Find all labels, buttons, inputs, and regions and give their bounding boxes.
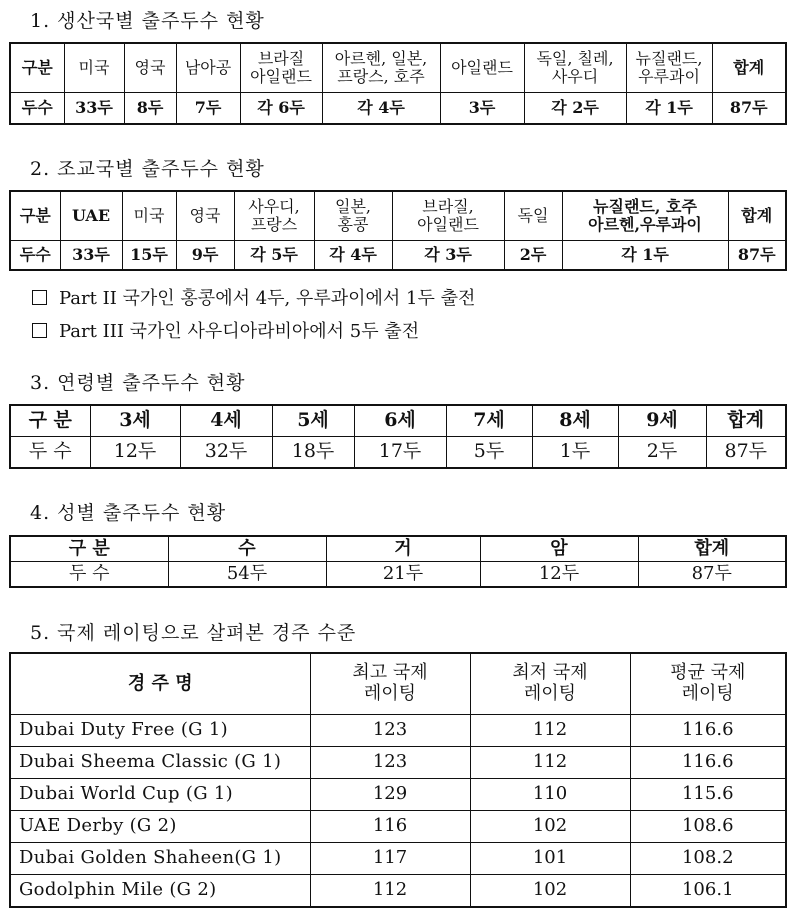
sex-table [9,535,787,588]
age-table [9,404,787,469]
note-part-three [32,317,419,343]
header-cell: 구분 [10,43,64,93]
value-cell: 116.6 [630,715,786,747]
table-header-row [10,405,786,437]
header-cell: 7세 [446,405,532,437]
header-cell: 사우디, 프랑스 [234,191,314,241]
header-cell: 합계 [728,191,786,241]
value-cell: 116 [310,811,470,843]
table-row [10,875,786,908]
race-name: Dubai Duty Free (G 1) [10,715,310,747]
header-cell: 뉴질랜드, 우루과이 [626,43,712,93]
total-cell: 87두 [706,437,786,469]
note-text: Part III 국가인 사우디아라비아에서 5두 출전 [59,321,420,342]
table-row [10,93,786,125]
value-cell: 각 6두 [240,93,322,125]
table-header-row [10,191,786,241]
header-cell: 아르헨, 일본, 프랑스, 호주 [322,43,440,93]
total-cell: 87두 [728,241,786,271]
header-cell: 구 분 [10,536,168,562]
header-cell: 경 주 명 [10,653,310,715]
header-cell: 최고 국제 레이팅 [310,653,470,715]
race-name: Godolphin Mile (G 2) [10,875,310,908]
row-label: 두수 [10,241,60,271]
header-cell: 영국 [124,43,176,93]
total-cell: 87두 [712,93,786,125]
header-cell: 뉴질랜드, 호주 아르헨,우루과이 [562,191,728,241]
table-row [10,715,786,747]
production-country-table [9,42,787,125]
header-cell: 브라질, 아일랜드 [392,191,504,241]
value-cell: 33두 [64,93,124,125]
value-cell: 각 1두 [562,241,728,271]
header-cell: 독일, 칠레, 사우디 [524,43,626,93]
table-header-row [10,43,786,93]
header-cell: 8세 [532,405,618,437]
checkbox-square-icon [32,323,47,338]
value-cell: 112 [310,875,470,908]
table-row [10,437,786,469]
value-cell: 129 [310,779,470,811]
value-cell: 102 [470,875,630,908]
value-cell: 각 4두 [322,93,440,125]
section-4-title: 4. 성별 출주두수 현황 [30,502,227,524]
value-cell: 116.6 [630,747,786,779]
table-row [10,562,786,588]
value-cell: 9두 [176,241,234,271]
header-cell: 거 [326,536,480,562]
value-cell: 각 2두 [524,93,626,125]
header-cell: 합계 [638,536,786,562]
header-cell: 평균 국제 레이팅 [630,653,786,715]
value-cell: 15두 [122,241,176,271]
value-cell: 123 [310,715,470,747]
header-cell: 미국 [122,191,176,241]
header-cell: 4세 [180,405,272,437]
value-cell: 112 [470,715,630,747]
note-part-two [32,284,475,310]
table-row [10,779,786,811]
value-cell: 115.6 [630,779,786,811]
header-cell: 9세 [618,405,706,437]
value-cell: 각 1두 [626,93,712,125]
row-label: 두 수 [10,437,90,469]
header-cell: 구분 [10,191,60,241]
header-cell: 3세 [90,405,180,437]
section-5-title: 5. 국제 레이팅으로 살펴본 경주 수준 [30,622,357,644]
value-cell: 1두 [532,437,618,469]
row-label: 두수 [10,93,64,125]
race-name: UAE Derby (G 2) [10,811,310,843]
race-name: Dubai Sheema Classic (G 1) [10,747,310,779]
table-header-row [10,653,786,715]
section-3-title: 3. 연령별 출주두수 현황 [30,372,246,394]
training-country-table [9,190,787,271]
value-cell: 12두 [90,437,180,469]
value-cell: 110 [470,779,630,811]
table-header-row [10,536,786,562]
value-cell: 32두 [180,437,272,469]
value-cell: 12두 [480,562,638,588]
race-name: Dubai World Cup (G 1) [10,779,310,811]
section-2-title: 2. 조교국별 출주두수 현황 [30,158,265,180]
value-cell: 108.2 [630,843,786,875]
value-cell: 33두 [60,241,122,271]
header-cell: 남아공 [176,43,240,93]
value-cell: 5두 [446,437,532,469]
checkbox-square-icon [32,290,47,305]
row-label: 두 수 [10,562,168,588]
value-cell: 17두 [354,437,446,469]
header-cell: 합계 [712,43,786,93]
value-cell: 123 [310,747,470,779]
table-row [10,843,786,875]
total-cell: 87두 [638,562,786,588]
value-cell: 7두 [176,93,240,125]
header-cell: 아일랜드 [440,43,524,93]
header-cell: 최저 국제 레이팅 [470,653,630,715]
header-cell: 일본, 홍콩 [314,191,392,241]
header-cell: 수 [168,536,326,562]
value-cell: 각 5두 [234,241,314,271]
header-cell: 브라질 아일랜드 [240,43,322,93]
value-cell: 21두 [326,562,480,588]
header-cell: 6세 [354,405,446,437]
section-1-title: 1. 생산국별 출주두수 현황 [30,10,265,32]
table-row [10,747,786,779]
header-cell: UAE [60,191,122,241]
table-row [10,811,786,843]
value-cell: 106.1 [630,875,786,908]
rating-table [9,652,787,908]
table-row [10,241,786,271]
race-name: Dubai Golden Shaheen(G 1) [10,843,310,875]
value-cell: 2두 [504,241,562,271]
header-cell: 5세 [272,405,354,437]
value-cell: 각 3두 [392,241,504,271]
header-cell: 합계 [706,405,786,437]
value-cell: 117 [310,843,470,875]
header-cell: 영국 [176,191,234,241]
header-cell: 구 분 [10,405,90,437]
value-cell: 8두 [124,93,176,125]
note-text: Part II 국가인 홍콩에서 4두, 우루과이에서 1두 출전 [59,288,476,309]
value-cell: 18두 [272,437,354,469]
value-cell: 3두 [440,93,524,125]
value-cell: 54두 [168,562,326,588]
value-cell: 각 4두 [314,241,392,271]
value-cell: 102 [470,811,630,843]
header-cell: 암 [480,536,638,562]
value-cell: 112 [470,747,630,779]
header-cell: 독일 [504,191,562,241]
value-cell: 2두 [618,437,706,469]
header-cell: 미국 [64,43,124,93]
value-cell: 108.6 [630,811,786,843]
value-cell: 101 [470,843,630,875]
